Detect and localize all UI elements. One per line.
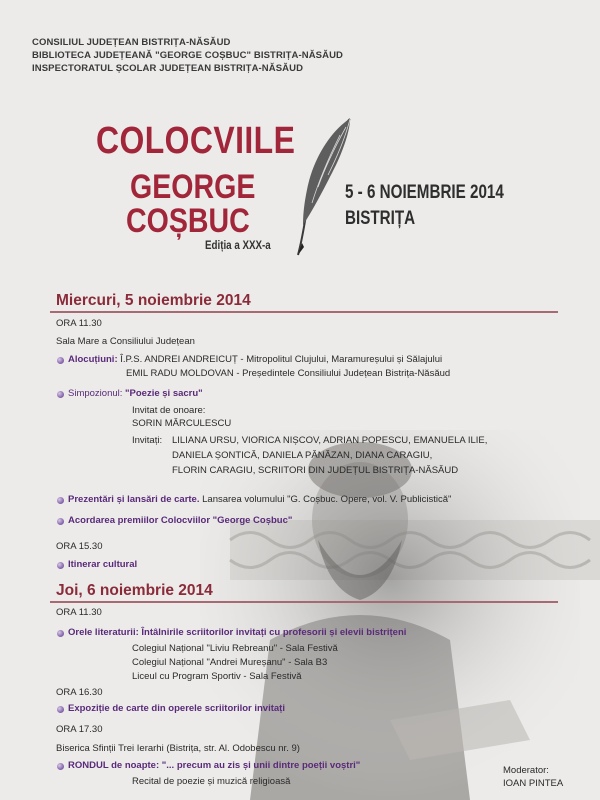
event-dates: 5 - 6 NOIEMBRIE 2014 [345, 182, 504, 203]
premii-line: Acordarea premiilor Colocviilor "George Coșbuc" [68, 515, 293, 526]
bullet-icon [57, 518, 64, 525]
title-cosbuc: COȘBUC [126, 202, 250, 240]
guest-honor-name: SORIN MĂRCULESCU [132, 418, 232, 429]
day2-time-3: ORA 17.30 [56, 724, 103, 735]
moderator-name: IOAN PINTEA [503, 778, 564, 789]
day2-heading: Joi, 6 noiembrie 2014 [56, 582, 213, 599]
recital-line: Recital de poezie și muzică religioasă [132, 776, 291, 787]
day2-time-2: ORA 16.30 [56, 687, 103, 698]
guest-honor-label: Invitat de onoare: [132, 405, 206, 416]
event-city: BISTRIȚA [345, 208, 416, 229]
expozitie-line: Expoziție de carte din operele scriitorilor invitați [68, 703, 285, 714]
simpozion-title: "Poezie și sacru" [125, 388, 203, 399]
prezentari-text: Lansarea volumului "G. Coșbuc. Opere, vol. V. Publicistică" [199, 494, 452, 505]
day1-venue-1: Sala Mare a Consiliului Județean [56, 336, 195, 347]
day1-divider [50, 311, 558, 313]
venue-line-1: Colegiul Național "Liviu Rebreanu" - Sala Festivă [132, 643, 338, 654]
moderator-label: Moderator: [503, 765, 549, 776]
bullet-icon [57, 630, 64, 637]
organizer-line-1: CONSILIUL JUDEȚEAN BISTRIȚA-NĂSĂUD [32, 37, 231, 48]
itinerar-line: Itinerar cultural [68, 559, 138, 570]
alocutiuni-label: Alocuțiuni: [68, 354, 118, 365]
edition-label: Ediția a XXX-a [205, 240, 271, 252]
venue-line-3: Liceul cu Program Sportiv - Sala Festivă [132, 671, 302, 682]
title-george: GEORGE [130, 168, 256, 206]
bullet-icon [57, 763, 64, 770]
simpozion-label: Simpozionul: [68, 388, 126, 399]
bullet-icon [57, 391, 64, 398]
day2-time-1: ORA 11.30 [56, 607, 102, 618]
bullet-icon [57, 357, 64, 364]
day1-time-1: ORA 11.30 [56, 318, 102, 329]
alocutiuni-line-1 [68, 354, 442, 365]
prezentari-line [68, 494, 451, 505]
simpozion-line [68, 388, 203, 399]
bullet-icon [57, 497, 64, 504]
alocutiuni-speaker-2: EMIL RADU MOLDOVAN - Președintele Consiliului Județean Bistrița-Năsăud [126, 368, 451, 379]
title-colocviile: COLOCVIILE [96, 120, 296, 162]
guests-label: Invitați: [132, 435, 163, 446]
alocutiuni-speaker-1: Î.P.S. ANDREI ANDREICUȚ - Mitropolitul Clujului, Maramureșului și Sălajului [117, 354, 443, 365]
church-line: Biserica Sfinții Trei Ierarhi (Bistrița, str. Al. Odobescu nr. 9) [56, 743, 300, 754]
guests-line-3: FLORIN CARAGIU, SCRIITORI DIN JUDEȚUL BISTRIȚA-NĂSĂUD [172, 465, 459, 476]
day2-divider [50, 601, 558, 603]
organizer-line-2: BIBLIOTECA JUDEȚEANĂ "GEORGE COȘBUC" BISTRIȚA-NĂSĂUD [32, 50, 344, 61]
rondul-line: RONDUL de noapte: "... precum au zis și unii dintre poeții voștri" [68, 760, 361, 771]
bullet-icon [57, 706, 64, 713]
orele-line: Orele literaturii: Întâlnirile scriitorilor invitați cu profesorii și elevii bistrițeni [68, 627, 407, 638]
bullet-icon [57, 562, 64, 569]
day1-heading: Miercuri, 5 noiembrie 2014 [56, 292, 251, 309]
venue-line-2: Colegiul Național "Andrei Mureșanu" - Sala B3 [132, 657, 328, 668]
prezentari-label: Prezentări și lansări de carte. [68, 494, 200, 505]
day1-time-2: ORA 15.30 [56, 541, 103, 552]
guests-line-2: DANIELA ȘONTICĂ, DANIELA PĂNĂZAN, DIANA CARAGIU, [172, 450, 433, 461]
guests-line-1: LILIANA URSU, VIORICA NIȘCOV, ADRIAN POPESCU, EMANUELA ILIE, [172, 435, 488, 446]
organizer-line-3: INSPECTORATUL ȘCOLAR JUDEȚEAN BISTRIȚA-NĂSĂUD [32, 63, 304, 74]
